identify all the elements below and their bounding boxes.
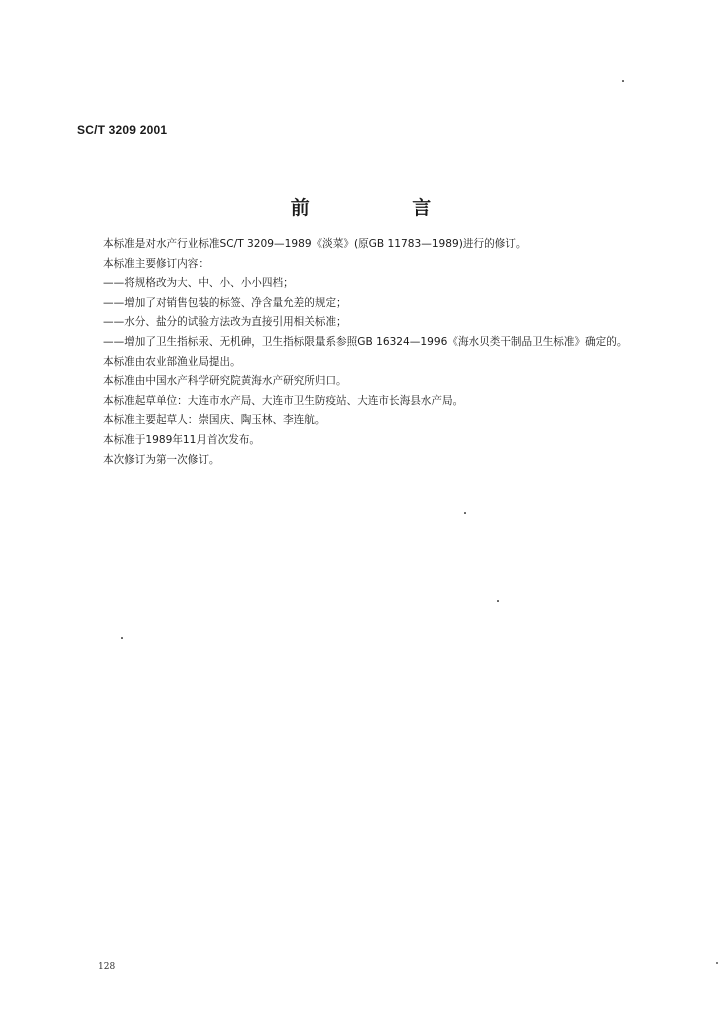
scan-speck xyxy=(716,962,718,964)
paragraph-proposer: 本标准由农业部渔业局提出。 xyxy=(103,355,241,368)
paragraph-first-release: 本标准于1989年11月首次发布。 xyxy=(103,433,260,446)
list-item: ——增加了卫生指标汞、无机砷，卫生指标限量系参照GB 16324—1996《海水贝类干制品卫生标准》确定的。 xyxy=(103,335,628,348)
paragraph-revision-count: 本次修订为第一次修订。 xyxy=(103,453,220,466)
list-item: ——水分、盐分的试验方法改为直接引用相关标准； xyxy=(103,316,347,329)
paragraph-drafting-units: 本标准起草单位：大连市水产局、大连市卫生防疫站、大连市长海县水产局。 xyxy=(103,394,464,407)
paragraph-drafters: 本标准主要起草人：崇国庆、陶玉林、李连航。 xyxy=(103,414,326,427)
scan-speck xyxy=(622,80,624,82)
list-item: ——将规格改为大、中、小、小小四档； xyxy=(103,277,294,290)
scan-speck xyxy=(464,512,466,514)
page-title: 前 言 xyxy=(290,197,480,219)
standard-code: SC/T 3209 2001 xyxy=(77,123,168,137)
list-item: ——增加了对销售包装的标签、净含量允差的规定； xyxy=(103,296,347,309)
page-number: 128 xyxy=(98,962,116,972)
paragraph-revision-intro: 本标准主要修订内容： xyxy=(103,257,209,270)
paragraph-revision-basis: 本标准是对水产行业标准SC/T 3209—1989《淡菜》(原GB 11783—1989)进行的修订。 xyxy=(103,238,527,250)
foreword-body xyxy=(80,235,646,470)
scan-speck xyxy=(497,600,499,602)
paragraph-administrator: 本标准由中国水产科学研究院黄海水产研究所归口。 xyxy=(103,375,347,388)
scan-speck xyxy=(121,637,123,639)
